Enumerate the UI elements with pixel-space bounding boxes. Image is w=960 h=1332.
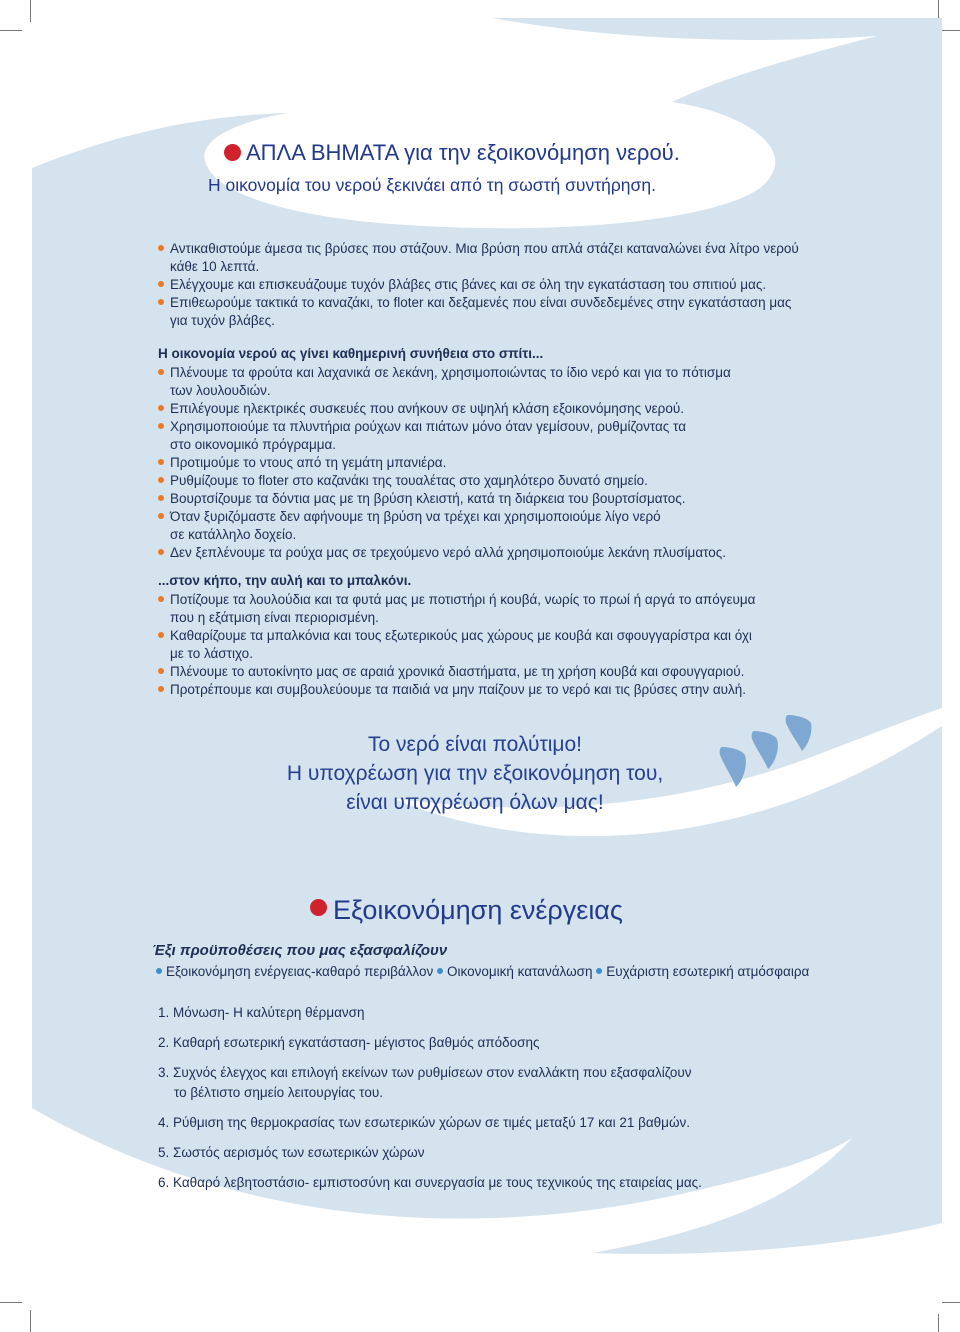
- list-item-text: στο οικονομικό πρόγραμμα.: [170, 437, 337, 452]
- list-item-text: Πλένουμε το αυτοκίνητο μας σε αραιά χρονικά διαστήματα, με τη χρήση κουβά και σφουγγαριού.: [170, 664, 745, 679]
- list-item: [158, 544, 731, 562]
- list-item-text: Δεν ξεπλένουμε τα ρούχα μας σε τρεχούμενο νερό αλλά χρησιμοποιούμε λεκάνη πλυσίματος.: [170, 545, 727, 560]
- energy-step: 1. Μόνωση- Η καλύτερη θέρμανση: [158, 1005, 365, 1020]
- water-title: ΑΠΛΑ ΒΗΜΑΤΑ για την εξοικονόμηση νερού.: [224, 140, 680, 166]
- blue-bullet-icon: [596, 968, 602, 974]
- list-item-text: Βουρτσίζουμε τα δόντια μας με τη βρύση κλειστή, κατά τη διάρκεια του βουρτσίσματος.: [170, 491, 686, 506]
- water-drops-icon: [710, 705, 830, 795]
- energy-title: Εξοικονόμηση ενέργειας: [310, 895, 623, 926]
- list-item-text: Ποτίζουμε τα λουλούδια και τα φυτά μας με ποτιστήρι ή κουβά, νωρίς το πρωί ή αργά το απόγευμα: [170, 592, 756, 607]
- list-item-text: σε κατάλληλο δοχείο.: [170, 527, 297, 542]
- conditions-title: Έξι προϋποθέσεις που μας εξασφαλίζουν: [152, 942, 448, 959]
- list-item-text: Επιλέγουμε ηλεκτρικές συσκευές που ανήκουν σε υψηλή κλάση εξοικονόμησης νερού.: [170, 401, 684, 416]
- energy-step: 3. Συχνός έλεγχος και επιλογή εκείνων των ρυθμίσεων στον εναλλάκτη που εξασφαλίζουν το βέλτιστο σημείο λειτουργίας του.: [158, 1065, 692, 1100]
- list-item: [158, 400, 731, 418]
- list-item: [158, 663, 755, 681]
- orange-bullet-icon: [158, 596, 164, 602]
- energy-step: 5. Σωστός αερισμός των εσωτερικών χώρων: [158, 1145, 425, 1160]
- list-item: [158, 508, 731, 544]
- list-item-text: που η εξάτμιση είναι περιορισμένη.: [170, 610, 379, 625]
- list-item-text: Ρυθμίζουμε το floter στο καζανάκι της τουαλέτας στο χαμηλότερο δυνατό σημείο.: [170, 473, 648, 488]
- orange-bullet-icon: [158, 459, 164, 465]
- list-item-text: Ελέγχουμε και επισκευάζουμε τυχόν βλάβες στις βάνες και σε όλη την εγκατάσταση του σπιτιού μας.: [170, 277, 767, 292]
- orange-bullet-icon: [158, 281, 164, 287]
- list-item: [158, 294, 799, 330]
- list-item-text: κάθε 10 λεπτά.: [170, 259, 260, 274]
- orange-bullet-icon: [158, 477, 164, 483]
- energy-step: 2. Καθαρή εσωτερική εγκατάσταση- μέγιστος βαθμός απόδοσης: [158, 1035, 540, 1050]
- orange-bullet-icon: [158, 495, 164, 501]
- blue-bullet-icon: [437, 968, 443, 974]
- list-item-text: Επιθεωρούμε τακτικά το καναζάκι, το floter και δεξαμενές που είναι συνδεδεμένες στην εγκατάσταση μας: [170, 295, 792, 310]
- home-tips-list: [158, 345, 731, 562]
- list-item: [158, 591, 755, 627]
- list-item-text: Προτιμούμε το ντους από τη γεμάτη μπανιέρα.: [170, 455, 447, 470]
- list-item: [158, 240, 799, 276]
- list-item: [158, 627, 755, 663]
- list-item-text: με το λάστιχο.: [170, 646, 253, 661]
- red-bullet-icon: [224, 144, 241, 161]
- blue-bullet-icon: [156, 968, 162, 974]
- list-item-text: Προτρέπουμε και συμβουλεύουμε τα παιδιά να μην παίζουν με το νερό και τις βρύσες στην αυλή.: [170, 682, 747, 697]
- list-item-text: για τυχόν βλάβες.: [170, 313, 275, 328]
- list-item: [158, 418, 731, 454]
- list-item-text: Όταν ξυριζόμαστε δεν αφήνουμε τη βρύση να τρέχει και χρησιμοποιούμε λίγο νερό: [170, 509, 661, 524]
- list-item: [158, 490, 731, 508]
- list-item-text: των λουλουδιών.: [170, 383, 271, 398]
- garden-tips-list: [158, 572, 755, 699]
- orange-bullet-icon: [158, 245, 164, 251]
- list-item: [158, 454, 731, 472]
- list-heading: ...στον κήπο, την αυλή και το μπαλκόνι.: [158, 573, 412, 588]
- orange-bullet-icon: [158, 686, 164, 692]
- energy-step: 4. Ρύθμιση της θερμοκρασίας των εσωτερικών χώρων σε τιμές μεταξύ 17 και 21 βαθμών.: [158, 1115, 690, 1130]
- list-item-text: Καθαρίζουμε τα μπαλκόνια και τους εξωτερικούς μας χώρους με κουβά και σφουγγαρίστρα και όχι: [170, 628, 752, 643]
- list-item: [158, 364, 731, 400]
- orange-bullet-icon: [158, 668, 164, 674]
- list-heading: Η οικονομία νερού ας γίνει καθημερινή συνήθεια στο σπίτι...: [158, 346, 544, 361]
- maintenance-list: [158, 240, 799, 330]
- water-subtitle: Η οικονομία του νερού ξεκινάει από τη σωστή συντήρηση.: [208, 175, 656, 195]
- energy-step: 6. Καθαρό λεβητοστάσιο- εμπιστοσύνη και συνεργασία με τους τεχνικούς της εταιρείας μας.: [158, 1175, 702, 1190]
- orange-bullet-icon: [158, 299, 164, 305]
- list-item-text: Χρησιμοποιούμε τα πλυντήρια ρούχων και πιάτων μόνο όταν γεμίσουν, ρυθμίζοντας τα: [170, 419, 686, 434]
- list-item: [158, 276, 799, 294]
- orange-bullet-icon: [158, 405, 164, 411]
- list-item: [158, 681, 755, 699]
- orange-bullet-icon: [158, 423, 164, 429]
- orange-bullet-icon: [158, 632, 164, 638]
- list-item-text: Πλένουμε τα φρούτα και λαχανικά σε λεκάνη, χρησιμοποιώντας το ίδιο νερό και για το πότισμα: [170, 365, 731, 380]
- list-item: [158, 472, 731, 490]
- conditions-line: Εξοικονόμηση ενέργειας-καθαρό περιβάλλον Οικονομική κατανάλωση Ευχάριστη εσωτερική ατμόσφαιρα: [156, 964, 809, 979]
- red-bullet-icon: [310, 899, 327, 916]
- orange-bullet-icon: [158, 549, 164, 555]
- list-item-text: Αντικαθιστούμε άμεσα τις βρύσες που στάζουν. Μια βρύση που απλά στάζει καταναλώνει ένα λίτρο νερού: [170, 241, 799, 256]
- orange-bullet-icon: [158, 513, 164, 519]
- orange-bullet-icon: [158, 369, 164, 375]
- water-message: Το νερό είναι πολύτιμο! Η υποχρέωση για την εξοικονόμηση του, είναι υποχρέωση όλων μας!: [286, 733, 664, 814]
